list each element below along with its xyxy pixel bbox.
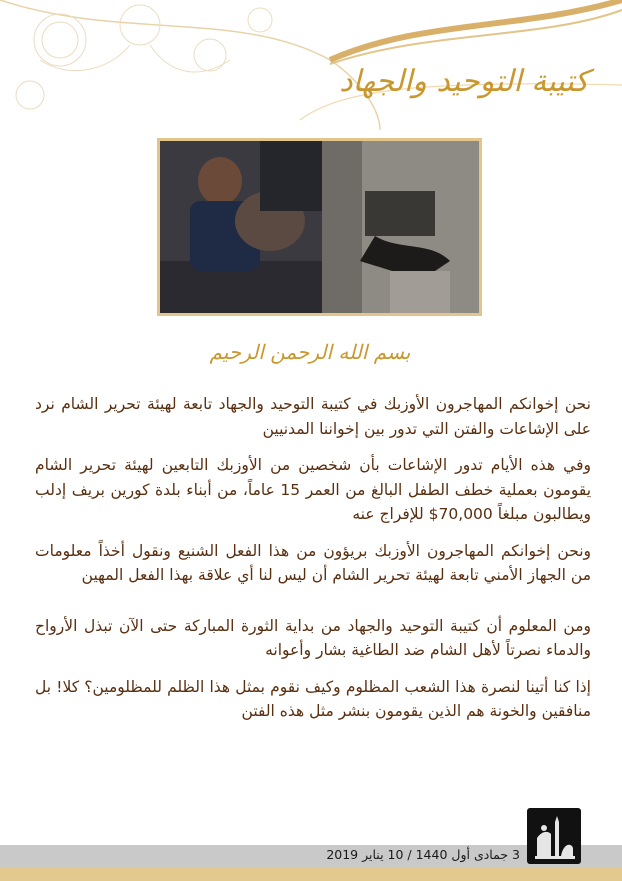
footer-accent-bar bbox=[0, 867, 622, 881]
news-photo bbox=[157, 138, 482, 316]
paragraph-history: ومن المعلوم أن كتيبة التوحيد والجهاد من بداية الثورة المباركة حتى الآن تبذل الأرواح والدماء نصرتاً لأهل الشام ضد الطاغية بشار وأعوانه bbox=[35, 616, 591, 659]
paragraph-intro: نحن إخوانكم المهاجرون الأوزبك في كتيبة التوحيد والجهاد تابعة لهيئة تحرير الشام نرد على الإشاعات والفتن التي تدور بين إخواننا المدنيين bbox=[35, 395, 591, 438]
paragraph-rumor: وفي هذه الأيام تدور الإشاعات بأن شخصين من الأوزبك التابعين لهيئة تحرير الشام يقومون بعملية خطف الطفل البالغ من العمر 15 عاماً، من أبناء بلدة كورين بريف إدلب ويطالبون مبلغاً 70,000$ للإفراج عنه bbox=[35, 456, 592, 523]
basmala-calligraphy: بسم الله الرحمن الرحيم bbox=[209, 340, 411, 364]
group-emblem-icon bbox=[527, 808, 581, 864]
group-name-title: كتيبة التوحيد والجهاد bbox=[339, 64, 589, 99]
footer-date: 3 جمادى أول 1440 / 10 يناير 2019 bbox=[326, 847, 520, 862]
paragraph-conclusion: إذا كنا أتينا لنصرة هذا الشعب المظلوم وكيف نقوم بمثل هذا الظلم للمظلومين؟ كلا! بل منافقين والخونة هم الذين يقومون بنشر مثل هذه الفتن bbox=[35, 677, 591, 720]
paragraph-denial: ونحن إخوانكم المهاجرون الأوزبك بريؤون من هذا الفعل الشنيع ونقول أخذاً معلومات من الجهاز الأمني تابعة لهيئة تحرير الشام أن ليس لنا أي علاقة بهذا الفعل المهين bbox=[35, 541, 591, 584]
statement-body bbox=[35, 392, 591, 736]
